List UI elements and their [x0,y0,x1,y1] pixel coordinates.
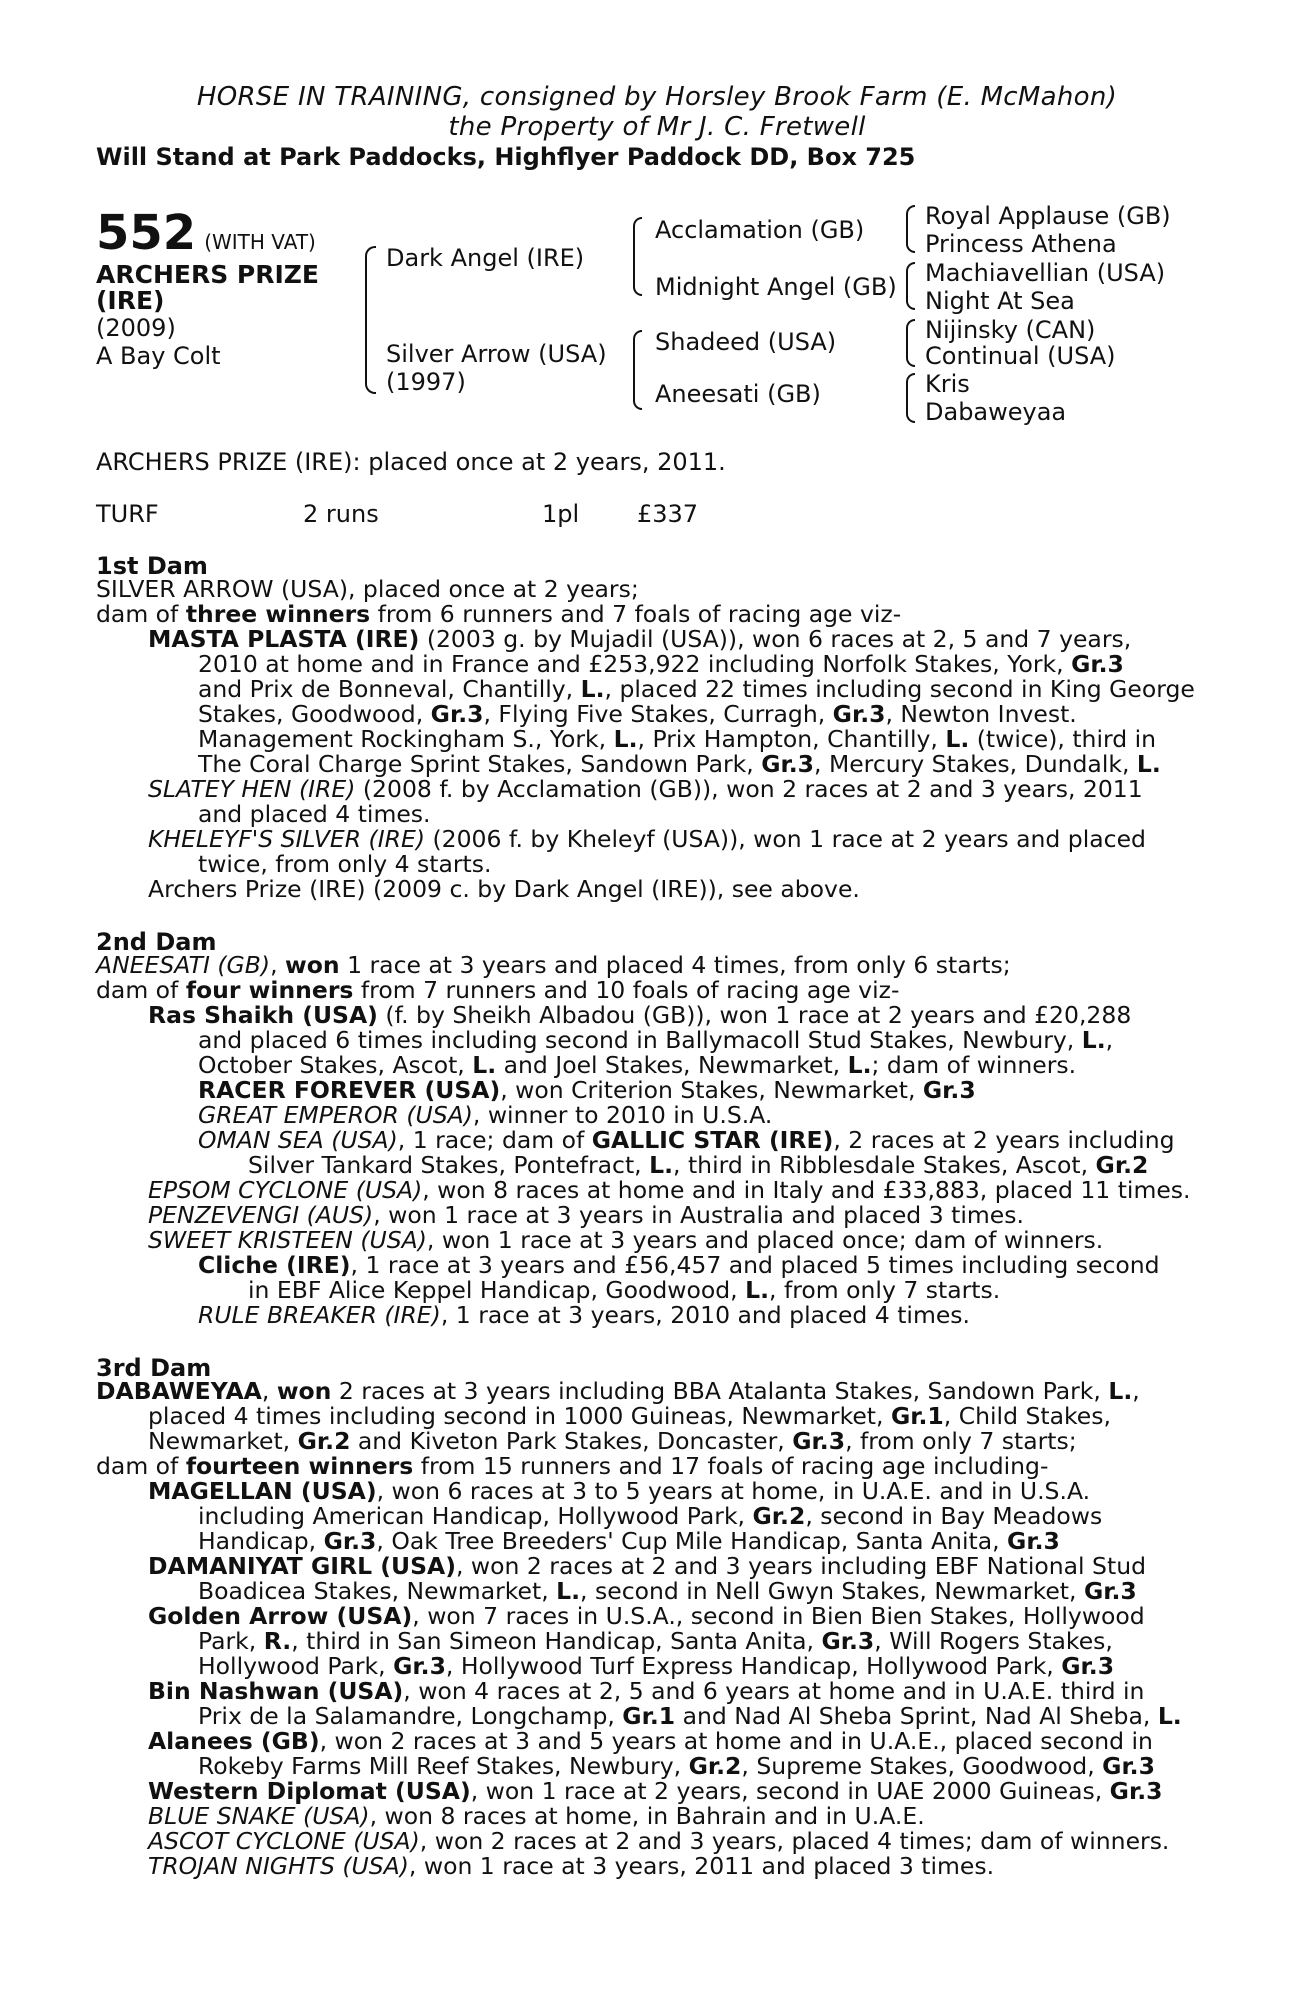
sire: Dark Angel (IRE) [386,244,585,272]
horse-name: ARCHERS PRIZE [96,260,319,289]
progeny-entry: SWEET KRISTEEN (USA), won 1 race at 3 years and placed once; dam of winners. [148,1226,1104,1254]
progeny-line: including American Handicap, Hollywood Park, Gr.2, second in Bay Meadows [198,1502,1103,1530]
progeny-entry: OMAN SEA (USA), 1 race; dam of GALLIC STAR (IRE), 2 races at 2 years including [198,1126,1175,1154]
progeny-line: and Prix de Bonneval, Chantilly, L., placed 22 times including second in King George [198,675,1195,703]
progeny-entry: Ras Shaikh (USA) (f. by Sheikh Albadou (GB)), won 1 race at 2 years and £20,288 [148,1001,1132,1029]
progeny-entry: DAMANIYAT GIRL (USA), won 2 races at 2 and 3 years including EBF National Stud [148,1552,1146,1580]
progeny-entry: Golden Arrow (USA), won 7 races in U.S.A., second in Bien Bien Stakes, Hollywood [148,1602,1145,1630]
foaling-year: (2009) [96,314,176,342]
progeny-line: Stakes, Goodwood, Gr.3, Flying Five Stakes, Curragh, Gr.3, Newton Invest. [198,700,1077,728]
second-dam-produce-line: dam of four winners from 7 runners and 10 foals of racing age viz- [96,976,900,1004]
progeny-entry: Bin Nashwan (USA), won 4 races at 2, 5 and 6 years at home and in U.A.E. third in [148,1677,1145,1705]
progeny-entry: KHELEYF'S SILVER (IRE) (2006 f. by Kheleyf (USA)), won 1 race at 2 years and placed [148,825,1146,853]
race-summary: ARCHERS PRIZE (IRE): placed once at 2 years, 2011. [96,448,726,476]
progeny-entry: ASCOT CYCLONE (USA), won 2 races at 2 and 3 years, placed 4 times; dam of winners. [148,1827,1170,1855]
sire-dam-dam: Night At Sea [925,287,1075,315]
sire-sire-dam: Princess Athena [925,230,1117,258]
progeny-entry: Alanees (GB), won 2 races at 3 and 5 years at home and in U.A.E., placed second in [148,1727,1153,1755]
progeny-entry: Cliche (IRE), 1 race at 3 years and £56,457 and placed 5 times including second [198,1251,1160,1279]
progeny-entry: BLUE SNAKE (USA), won 8 races at home, in Bahrain and in U.A.E. [148,1802,925,1830]
lot-number-block [96,205,316,261]
progeny-entry: Western Diplomat (USA), won 1 race at 2 years, second in UAE 2000 Guineas, Gr.3 [148,1777,1163,1805]
property-line: the Property of Mr J. C. Fretwell [448,112,866,142]
pedigree-brace [906,373,915,423]
pedigree-brace [906,319,915,367]
dam-sire-sire: Nijinsky (CAN) [925,316,1096,344]
vat-note: (WITH VAT) [204,230,316,254]
dam-dam-sire: Kris [925,370,970,398]
sire-dam: Midnight Angel (GB) [655,273,897,301]
progeny-line: Handicap, Gr.3, Oak Tree Breeders' Cup Mile Handicap, Santa Anita, Gr.3 [198,1527,1060,1555]
third-dam-produce-line: dam of fourteen winners from 15 runners and 17 foals of racing age including- [96,1452,1049,1480]
pedigree-brace [633,217,642,296]
progeny-line: and placed 4 times. [198,800,431,828]
progeny-entry: Archers Prize (IRE) (2009 c. by Dark Angel (IRE)), see above. [148,875,860,903]
stabling-line: Will Stand at Park Paddocks, Highflyer Paddock DD, Box 725 [96,143,916,171]
pedigree-brace [633,330,642,410]
record-surface: TURF [96,500,159,528]
dam: Silver Arrow (USA) [386,340,607,368]
third-dam-line: Newmarket, Gr.2 and Kiveton Park Stakes, Doncaster, Gr.3, from only 7 starts; [148,1427,1077,1455]
progeny-entry: GREAT EMPEROR (USA), winner to 2010 in U.S.A. [198,1101,773,1129]
progeny-line: Silver Tankard Stakes, Pontefract, L., third in Ribblesdale Stakes, Ascot, Gr.2 [248,1151,1149,1179]
progeny-line: Rokeby Farms Mill Reef Stakes, Newbury, Gr.2, Supreme Stakes, Goodwood, Gr.3 [198,1752,1155,1780]
third-dam-line: placed 4 times including second in 1000 Guineas, Newmarket, Gr.1, Child Stakes, [148,1402,1111,1430]
dam-sire-dam: Continual (USA) [925,342,1116,370]
progeny-entry: SLATEY HEN (IRE) (2008 f. by Acclamation (GB)), won 2 races at 2 and 3 years, 2011 [148,775,1143,803]
progeny-line: twice, from only 4 starts. [198,850,492,878]
progeny-entry: MASTA PLASTA (IRE) (2003 g. by Mujadil (USA)), won 6 races at 2, 5 and 7 years, [148,625,1132,653]
record-placed: 1pl [542,500,580,528]
progeny-line: 2010 at home and in France and £253,922 including Norfolk Stakes, York, Gr.3 [198,650,1124,678]
consignor-line: HORSE IN TRAINING, consigned by Horsley Brook Farm (E. McMahon) [196,82,1118,112]
first-dam-line: SILVER ARROW (USA), placed once at 2 years; [96,575,639,603]
progeny-line: Hollywood Park, Gr.3, Hollywood Turf Express Handicap, Hollywood Park, Gr.3 [198,1652,1115,1680]
second-dam-heading: 2nd Dam [96,928,217,956]
pedigree-brace [906,205,915,253]
pedigree-brace [365,246,376,394]
horse-country: (IRE) [96,286,165,315]
progeny-entry: TROJAN NIGHTS (USA), won 1 race at 3 years, 2011 and placed 3 times. [148,1852,995,1880]
progeny-entry: EPSOM CYCLONE (USA), won 8 races at home and in Italy and £33,883, placed 11 times. [148,1176,1191,1204]
progeny-entry: MAGELLAN (USA), won 6 races at 3 to 5 years at home, in U.A.E. and in U.S.A. [148,1477,1091,1505]
second-dam-line: ANEESATI (GB), won 1 race at 3 years and placed 4 times, from only 6 starts; [96,951,1011,979]
horse-description: A Bay Colt [96,342,221,370]
first-dam-produce-line: dam of three winners from 6 runners and 7 foals of racing age viz- [96,600,902,628]
third-dam-line: DABAWEYAA, won 2 races at 3 years including BBA Atalanta Stakes, Sandown Park, L., [96,1377,1140,1405]
progeny-entry: RULE BREAKER (IRE), 1 race at 3 years, 2010 and placed 4 times. [198,1301,971,1329]
dam-dam: Aneesati (GB) [655,380,821,408]
progeny-line: Prix de la Salamandre, Longchamp, Gr.1 and Nad Al Sheba Sprint, Nad Al Sheba, L. [198,1702,1182,1730]
lot-number: 552 [96,205,197,261]
pedigree-brace [906,262,915,310]
progeny-line: October Stakes, Ascot, L. and Joel Stakes, Newmarket, L.; dam of winners. [198,1051,1077,1079]
first-dam-heading: 1st Dam [96,552,208,580]
progeny-line: and placed 6 times including second in Ballymacoll Stud Stakes, Newbury, L., [198,1026,1114,1054]
sire-dam-sire: Machiavellian (USA) [925,259,1166,287]
progeny-entry: RACER FOREVER (USA), won Criterion Stakes, Newmarket, Gr.3 [198,1076,976,1104]
sire-sire-sire: Royal Applause (GB) [925,202,1171,230]
progeny-line: Management Rockingham S., York, L., Prix Hampton, Chantilly, L. (twice), third in [198,725,1157,753]
progeny-line: Boadicea Stakes, Newmarket, L., second in Nell Gwyn Stakes, Newmarket, Gr.3 [198,1577,1137,1605]
progeny-line: The Coral Charge Sprint Stakes, Sandown Park, Gr.3, Mercury Stakes, Dundalk, L. [198,750,1161,778]
dam-dam-dam: Dabaweyaa [925,398,1067,426]
third-dam-heading: 3rd Dam [96,1354,212,1382]
progeny-line: Park, R., third in San Simeon Handicap, Santa Anita, Gr.3, Will Rogers Stakes, [198,1627,1113,1655]
progeny-entry: PENZEVENGI (AUS), won 1 race at 3 years in Australia and placed 3 times. [148,1201,1024,1229]
dam-sire: Shadeed (USA) [655,328,837,356]
sire-sire: Acclamation (GB) [655,216,865,244]
progeny-line: in EBF Alice Keppel Handicap, Goodwood, L., from only 7 starts. [248,1276,1001,1304]
dam-year: (1997) [386,368,466,396]
record-earnings: £337 [637,500,699,528]
record-runs: 2 runs [303,500,379,528]
